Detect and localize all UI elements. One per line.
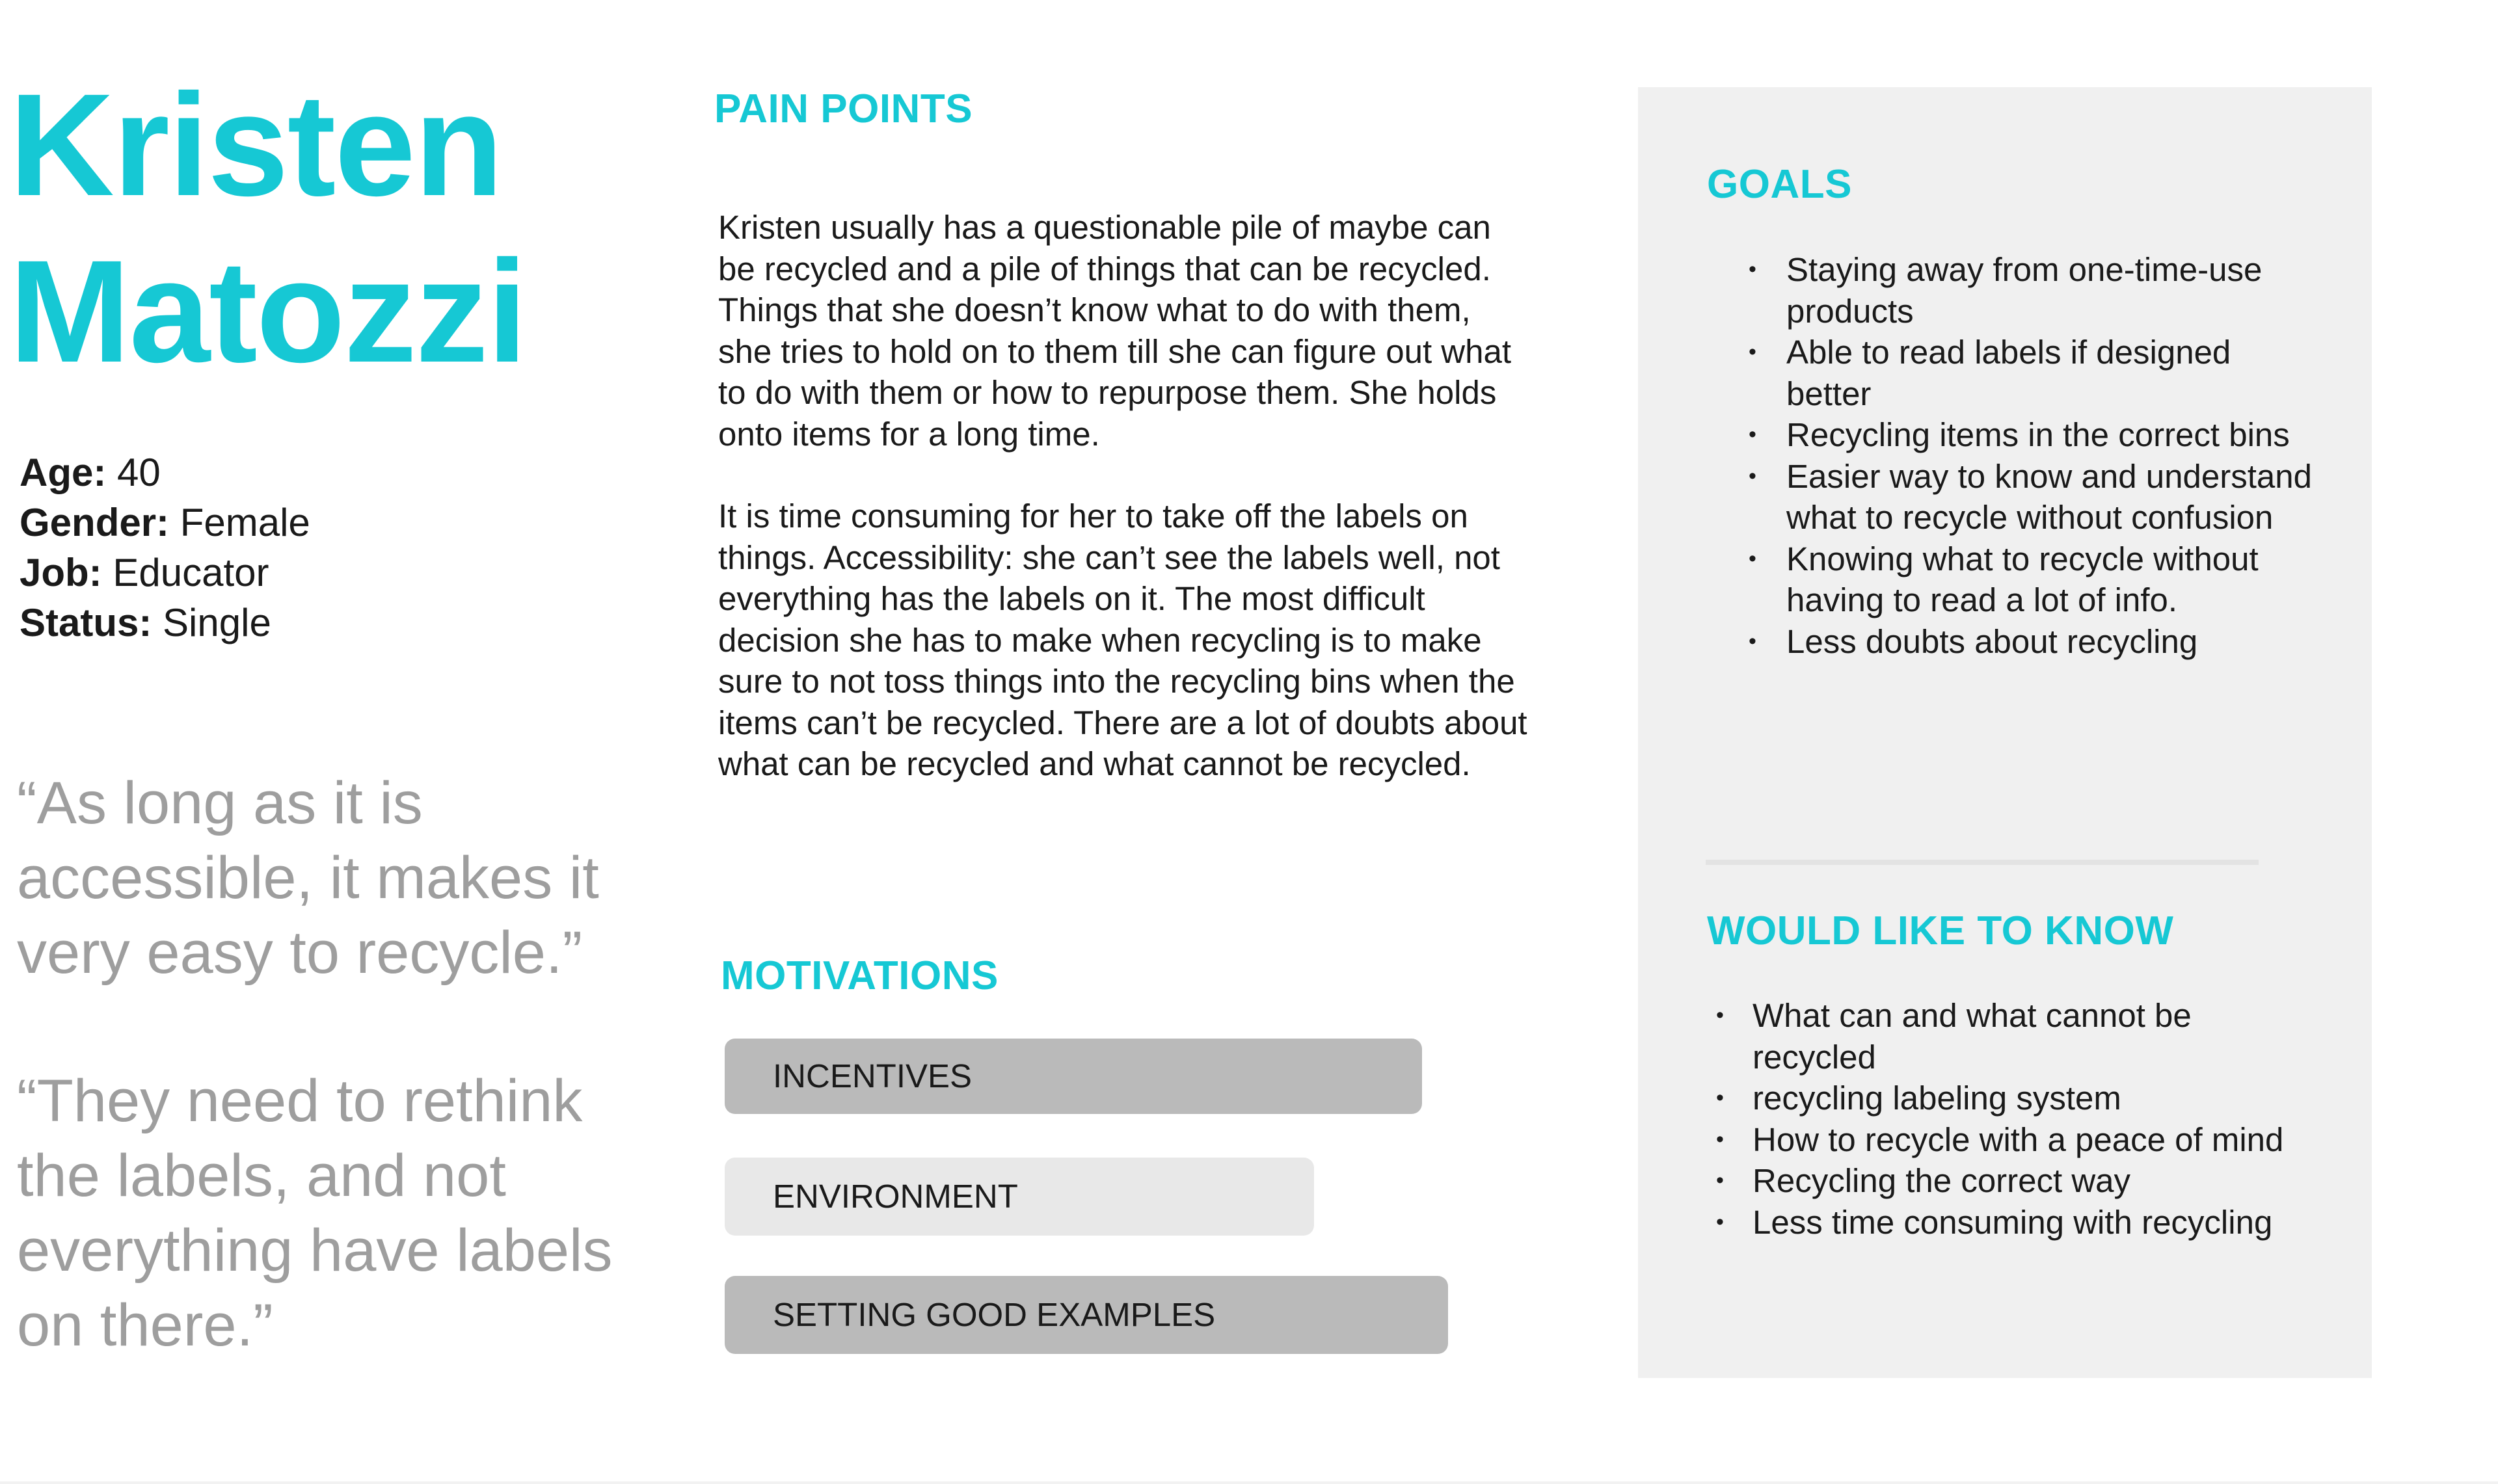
bullet-icon: • [1716, 1168, 1724, 1193]
section-divider [1706, 860, 2259, 865]
fact-value: Single [152, 601, 271, 644]
list-item [1749, 414, 2320, 456]
bullet-icon: • [1749, 257, 1756, 282]
know-text: Less time consuming with recycling [1753, 1203, 2273, 1241]
bullet-icon: • [1716, 1209, 1724, 1234]
persona-quote: “They need to rethink the labels, and not everything have labels on there.” [17, 1068, 613, 1358]
fact-job [20, 548, 605, 598]
bullet-icon: • [1749, 339, 1756, 364]
page-bottom-divider [0, 1481, 2498, 1484]
goals-list [1749, 249, 2320, 662]
list-item [1716, 1160, 2299, 1202]
fact-label: Status: [20, 601, 152, 644]
goal-text: Staying away from one-time-use products [1786, 251, 2263, 330]
fact-value: Female [169, 501, 310, 544]
list-item [1749, 538, 2320, 621]
pain-points-body [718, 207, 1531, 826]
persona-name [9, 62, 660, 395]
goals-panel [1638, 87, 2372, 1378]
know-text: What can and what cannot be recycled [1753, 997, 2192, 1076]
list-item [1716, 1078, 2299, 1119]
bullet-icon: • [1749, 422, 1756, 447]
know-text: How to recycle with a peace of mind [1753, 1120, 2284, 1158]
know-text: recycling labeling system [1753, 1080, 2121, 1117]
bullet-icon: • [1716, 1003, 1724, 1027]
list-item [1716, 995, 2299, 1078]
fact-age [20, 447, 605, 497]
bullet-icon: • [1716, 1085, 1724, 1110]
pain-points-paragraph: It is time consuming for her to take off the labels on things. Accessibility: she can’t see the labels well, not everything has the labels on it. The most difficult decision she has to make when recycling is to make sure to not toss things into the recycling bins when the items can’t be recycled. There are a lot of doubts about what can be recycled and what cannot be recycled. [718, 497, 1527, 782]
fact-label: Gender: [20, 501, 170, 544]
list-item [1749, 332, 2320, 414]
fact-value: 40 [106, 451, 161, 494]
persona-quote: “As long as it is accessible, it makes it very easy to recycle.” [17, 770, 599, 986]
pain-points-title: PAIN POINTS [714, 86, 973, 131]
motivation-bar-setting-good-examples: SETTING GOOD EXAMPLES [725, 1276, 1448, 1354]
goal-text: Knowing what to recycle without having to read a lot of info. [1786, 540, 2259, 618]
motivation-bar-environment: ENVIRONMENT [725, 1158, 1314, 1236]
would-like-to-know-title: WOULD LIKE TO KNOW [1707, 908, 2174, 953]
bullet-icon: • [1749, 628, 1756, 654]
would-like-to-know-list [1716, 995, 2299, 1243]
fact-value: Educator [101, 551, 269, 594]
goal-text: Able to read labels if designed better [1786, 334, 2231, 412]
list-item [1749, 621, 2320, 663]
bullet-icon: • [1749, 546, 1756, 571]
persona-last-name: Matozzi [9, 230, 526, 393]
goal-text: Recycling items in the correct bins [1786, 416, 2290, 453]
motivations-title: MOTIVATIONS [721, 953, 999, 998]
list-item [1749, 456, 2320, 538]
goals-title: GOALS [1707, 162, 1852, 207]
persona-facts [20, 447, 605, 648]
fact-label: Job: [20, 551, 102, 594]
bullet-icon: • [1749, 463, 1756, 488]
pain-points-paragraph: Kristen usually has a questionable pile of maybe can be recycled and a pile of things that can be recycled. Things that she doesn’t know what to do with them, she tries to hold on to them till she can figure out what to do with them or how to repurpose them. She holds onto items for a long time. [718, 209, 1512, 453]
bullet-icon: • [1716, 1126, 1724, 1152]
fact-status [20, 598, 605, 648]
list-item [1749, 249, 2320, 332]
goal-text: Easier way to know and understand what to recycle without confusion [1786, 457, 2312, 536]
persona-first-name: Kristen [9, 64, 502, 226]
goal-text: Less doubts about recycling [1786, 622, 2198, 660]
list-item [1716, 1202, 2299, 1243]
fact-gender [20, 497, 605, 548]
list-item [1716, 1119, 2299, 1161]
know-text: Recycling the correct way [1753, 1162, 2131, 1199]
motivation-bar-incentives: INCENTIVES [725, 1039, 1422, 1114]
fact-label: Age: [20, 451, 107, 494]
